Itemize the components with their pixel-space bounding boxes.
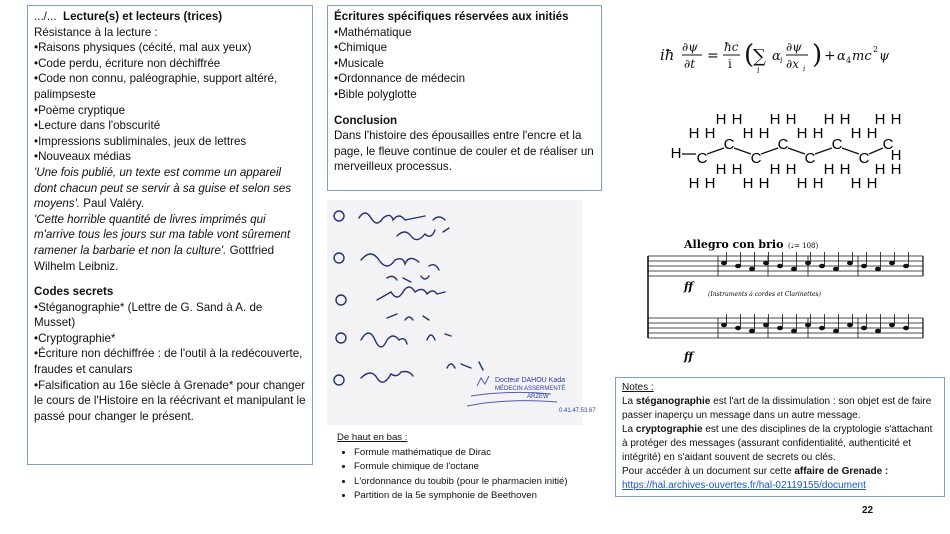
svg-text:C: C: [804, 150, 816, 167]
quote-text: 'Cette horrible quantité de livres imprimés qui m'arrive tous les jours sur ma table vont sûrement ramener la barbarie et non la culture'.: [34, 212, 291, 257]
list-item: • Impressions subliminales, jeux de lettres: [34, 134, 306, 150]
svg-text:i: i: [803, 65, 806, 73]
svg-text:∂ψ: ∂ψ: [682, 40, 698, 54]
svg-text:+: +: [824, 48, 836, 64]
svg-text:H: H: [731, 111, 743, 128]
svg-text:H: H: [812, 125, 824, 142]
list-item: • Formule mathématique de Dirac: [354, 446, 607, 461]
svg-text:H: H: [839, 161, 851, 178]
note-steganography: La stéganographie est l'art de la dissimulation : son objet est de faire passer inaperçu un message dans un autre message.: [622, 396, 932, 421]
list-item: • Stéganographie* (Lettre de G. Sand à A. de Musset): [34, 300, 306, 331]
svg-text:H: H: [742, 175, 754, 192]
stamp-line-1: Docteur DAHOU Kada: [495, 377, 566, 384]
svg-text:H: H: [670, 145, 682, 162]
svg-text:∂t: ∂t: [684, 57, 696, 71]
list-item: • Ordonnance de médecin: [334, 71, 595, 87]
svg-text:H: H: [758, 175, 770, 192]
svg-text:H: H: [866, 175, 878, 192]
svg-text:H: H: [704, 175, 716, 192]
writings-list: [334, 25, 595, 103]
svg-text:H: H: [890, 147, 902, 164]
svg-text:0.41.47.53.67: 0.41.47.53.67: [559, 408, 596, 414]
svg-text:H: H: [890, 111, 902, 128]
resistance-heading: Résistance à la lecture :: [34, 25, 158, 39]
codes-list: [34, 300, 306, 425]
list-item: • Lecture dans l'obscurité: [34, 118, 306, 134]
middle-title: Écritures spécifiques réservées aux initiés: [334, 10, 569, 23]
list-item: • Code non connu, paléographie, support altéré, palimpseste: [34, 71, 306, 102]
svg-text:H: H: [769, 161, 781, 178]
beethoven-score-image: [628, 236, 928, 366]
list-item: • Nouveaux médias: [34, 149, 306, 165]
left-title: [34, 9, 306, 25]
quote-text: 'Une fois publié, un texte est comme un appareil dont chacun peut se servir à sa guise et selon ses moyens'.: [34, 165, 292, 211]
svg-text:∑: ∑: [753, 46, 766, 67]
tempo-marking: Allegro con brio: [684, 238, 784, 251]
left-text-panel: [27, 5, 313, 465]
svg-text:H: H: [850, 125, 862, 142]
note-cryptography: La cryptographie est une des disciplines de la cryptologie s'attachant à protéger des messages (assurant confidentialité, authenticité et intégrité) en s'aidant souvent de secrets ou clés.: [622, 424, 933, 463]
codes-heading: Codes secrets: [34, 285, 114, 299]
list-item: • Formule chimique de l'octane: [354, 460, 607, 475]
svg-text:C: C: [696, 150, 708, 167]
hal-document-link[interactable]: https://hal.archives-ouvertes.fr/hal-02119155/document: [622, 480, 866, 491]
svg-text:mc: mc: [852, 49, 872, 64]
caption-heading: De haut en bas :: [337, 432, 408, 443]
stamp-line-2: MÉDECIN ASSERMENTÉ: [495, 386, 566, 392]
note-grenade: Pour accéder à un document sur cette affaire de Grenade :: [622, 466, 889, 477]
svg-text:2: 2: [873, 45, 879, 54]
svg-text:H: H: [785, 161, 797, 178]
list-item: • Falsification au 16e siècle à Grenade* pour changer le cours de l'Histoire en la réécrivant et manipulant le passé pour changer le présent.: [34, 378, 306, 425]
svg-text:H: H: [688, 125, 700, 142]
middle-text-panel: [327, 5, 602, 191]
svg-text:C: C: [831, 136, 843, 153]
svg-text:i: i: [757, 66, 760, 75]
dirac-formula-image: [660, 32, 920, 77]
svg-text:H: H: [715, 161, 727, 178]
list-item: • L'ordonnance du toubib (pour le pharmacien initié): [354, 475, 607, 490]
list-item: • Bible polyglotte: [334, 87, 595, 103]
svg-text:iħ: iħ: [660, 46, 675, 64]
svg-text:H: H: [731, 161, 743, 178]
page-number: 22: [862, 505, 874, 516]
svg-text:H: H: [769, 111, 781, 128]
svg-text:ħc: ħc: [724, 40, 739, 54]
instrument-label: (Instruments à cordes et Clarinettes): [708, 291, 821, 298]
title-prefix: .../...: [34, 10, 57, 23]
svg-text:(: (: [744, 40, 755, 70]
resistance-list: [34, 40, 306, 165]
list-item: • Musicale: [334, 56, 595, 72]
list-item: • Partition de la 5e symphonie de Beethoven: [354, 489, 607, 504]
svg-text:): ): [812, 40, 823, 70]
svg-text:=: =: [707, 48, 719, 64]
list-item: • Mathématique: [334, 25, 595, 41]
svg-text:H: H: [742, 125, 754, 142]
list-item: • Poème cryptique: [34, 103, 306, 119]
svg-text:α: α: [837, 49, 846, 64]
prescription-image: [327, 200, 596, 425]
svg-text:H: H: [850, 175, 862, 192]
list-item: • Écriture non déchiffrée : de l'outil à la redécouverte, fraudes et canulars: [34, 346, 306, 377]
list-item: • Code perdu, écriture non déchiffrée: [34, 56, 306, 72]
svg-text:∂ψ: ∂ψ: [786, 40, 802, 54]
svg-text:H: H: [758, 125, 770, 142]
svg-text:ψ: ψ: [879, 49, 890, 64]
octane-formula-image: [662, 112, 902, 194]
quote-author: Paul Valéry.: [83, 197, 145, 211]
svg-text:H: H: [785, 111, 797, 128]
svg-text:H: H: [812, 175, 824, 192]
svg-text:C: C: [858, 150, 870, 167]
svg-text:H: H: [704, 125, 716, 142]
title-text: Lecture(s) et lecteurs (trices): [63, 10, 223, 23]
svg-text:H: H: [796, 125, 808, 142]
svg-text:C: C: [723, 136, 735, 153]
conclusion-text: Dans l'histoire des épousailles entre l'encre et la page, le fleuve continue de couler et de réaliser un merveilleux processus.: [334, 129, 594, 174]
svg-text:H: H: [796, 175, 808, 192]
svg-text:i: i: [728, 57, 732, 71]
svg-text:H: H: [874, 161, 886, 178]
svg-text:C: C: [750, 150, 762, 167]
stamp-line-3: ARZEW: [527, 394, 549, 400]
svg-text:i: i: [780, 56, 783, 65]
quote-author: Gottfried Wilhelm Leibniz.: [34, 243, 275, 273]
svg-text:H: H: [688, 175, 700, 192]
image-caption: [337, 431, 607, 504]
svg-text:H: H: [823, 161, 835, 178]
notes-heading: Notes :: [622, 382, 654, 393]
svg-text:4: 4: [846, 56, 852, 65]
metronome-marking: (♩= 108): [788, 242, 819, 250]
svg-text:∂x: ∂x: [786, 57, 799, 71]
svg-text:H: H: [839, 111, 851, 128]
quote-valery: [34, 165, 306, 212]
svg-text:H: H: [874, 111, 886, 128]
dynamic-upper: ff: [684, 280, 694, 293]
svg-text:H: H: [866, 125, 878, 142]
list-item: • Cryptographie*: [34, 331, 306, 347]
svg-text:C: C: [777, 136, 789, 153]
list-item: • Raisons physiques (cécité, mal aux yeux): [34, 40, 306, 56]
svg-text:H: H: [823, 111, 835, 128]
svg-text:H: H: [890, 161, 902, 178]
quote-leibniz: [34, 212, 306, 274]
svg-text:H: H: [715, 111, 727, 128]
svg-text:α: α: [772, 49, 781, 64]
list-item: • Chimique: [334, 40, 595, 56]
conclusion-heading: Conclusion: [334, 113, 398, 127]
dynamic-lower: ff: [684, 350, 694, 363]
svg-text:C: C: [882, 136, 894, 153]
notes-panel: [615, 377, 945, 497]
